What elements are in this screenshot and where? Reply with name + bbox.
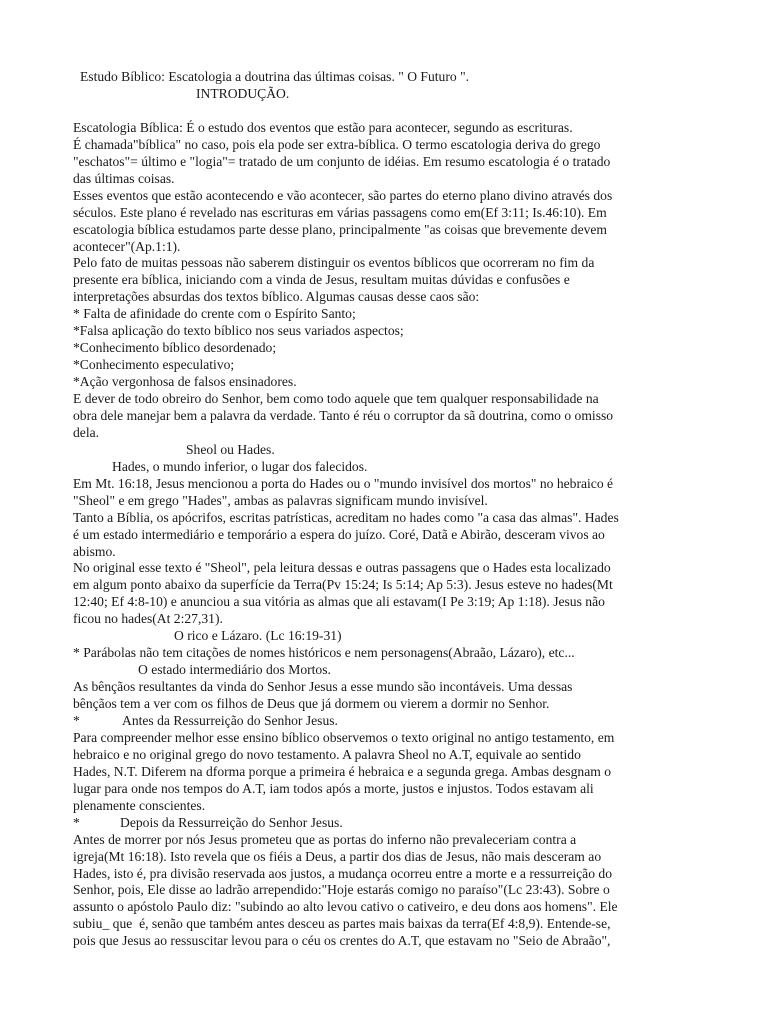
paragraph-line: E dever de todo obreiro do Senhor, bem como todo aquele que tem qualquer responsabilidade na (73, 391, 599, 406)
paragraph-line: "Sheol" e em grego "Hades", ambas as palavras significam mundo invisível. (73, 493, 488, 508)
paragraph-line: 12:40; Ef 4:8-10) e anunciou a sua vitória as almas que ali estavam(I Pe 3:19; Ap 1:18). Jesus não (73, 594, 605, 609)
paragraph-line: é um estado intermediário e temporário a espera do juízo. Coré, Datã e Abirão, desceram vivos ao (73, 527, 605, 542)
paragraph-line: igreja(Mt 16:18). Isto revela que os fiéis a Deus, a partir dos dias de Jesus, não mais desceram ao (73, 849, 602, 864)
paragraph-line: No original esse texto é "Sheol", pela leitura dessas e outras passagens que o Hades esta localizado (73, 560, 611, 575)
intro-heading: INTRODUÇÃO. (196, 86, 290, 101)
bullet-item: *Conhecimento especulativo; (73, 357, 235, 372)
paragraph-line: plenamente conscientes. (73, 798, 206, 813)
paragraph-line: dela. (73, 425, 100, 440)
paragraph-line: ficou no hades(At 2:27,31). (73, 611, 223, 626)
paragraph-line: lugar para onde nos tempos do A.T, iam todos após a morte, justos e injustos. Todos estavam ali (73, 781, 594, 796)
paragraph-line: das últimas coisas. (73, 171, 175, 186)
paragraph-line: Antes de morrer por nós Jesus prometeu que as portas do inferno não prevaleceriam contra a (73, 832, 577, 847)
paragraph-line: interpretações absurdas dos textos bíblico. Algumas causas desse caos são: (73, 289, 480, 304)
section-heading-depois: Depois da Ressurreição do Senhor Jesus. (120, 815, 343, 830)
paragraph-line: séculos. Este plano é revelado nas escrituras em várias passagens como em(Ef 3:11; Is.46:10). Em (73, 205, 607, 220)
paragraph-line: Para compreender melhor esse ensino bíblico observemos o texto original no antigo testamento, em (73, 730, 615, 745)
section-heading-antes: Antes da Ressurreição do Senhor Jesus. (122, 713, 338, 728)
bullet-item: *Conhecimento bíblico desordenado; (73, 340, 277, 355)
paragraph-line: acontecer"(Ap.1:1). (73, 239, 181, 254)
paragraph-line: Hades, N.T. Diferem na dforma porque a primeira é hebraica e a segunda grega. Ambas desgnam o (73, 764, 611, 779)
bullet-star: * (73, 713, 80, 728)
paragraph-line: em algum ponto abaixo da superfície da Terra(Pv 15:24; Is 5:14; Ap 5:3). Jesus esteve no hades(Mt (73, 577, 613, 592)
bullet-item: * Falta de afinidade do crente com o Espírito Santo; (73, 306, 356, 321)
paragraph-line: escatologia bíblica estudamos parte desse plano, principalmente "as coisas que brevemente devem (73, 222, 608, 237)
paragraph-line: subiu_ que é, senão que também antes desceu as partes mais baixas da terra(Ef 4:8,9). Entende-se, (73, 916, 611, 931)
paragraph-line: Tanto a Bíblia, os apócrifos, escritas patrísticas, acreditam no hades como "a casa das almas". Hades (73, 510, 619, 525)
section-heading-estado: O estado intermediário dos Mortos. (138, 662, 331, 677)
paragraph-line: bênçãos tem a ver com os filhos de Deus que já dormem ou vierem a dormir no Senhor. (73, 696, 550, 711)
paragraph-line: obra dele manejar bem a palavra da verdade. Tanto é réu o corruptor da sã doutrina, como o omisso (73, 408, 614, 423)
bullet-item: * Parábolas não tem citações de nomes históricos e nem personagens(Abraão, Lázaro), etc... (73, 645, 575, 660)
bullet-item: *Ação vergonhosa de falsos ensinadores. (73, 374, 297, 389)
document-title: Estudo Bíblico: Escatologia a doutrina das últimas coisas. " O Futuro ". (80, 69, 470, 84)
paragraph-line: Em Mt. 16:18, Jesus mencionou a porta do Hades ou o "mundo invisível dos mortos" no hebraico é (73, 476, 614, 491)
paragraph-line: As bênçãos resultantes da vinda do Senhor Jesus a esse mundo são incontáveis. Uma dessas (73, 679, 573, 694)
paragraph-line: Senhor, pois, Ele disse ao ladrão arrependido:"Hoje estarás comigo no paraíso"(Lc 23:43). Sobre o (73, 882, 610, 897)
paragraph-line: pois que Jesus ao ressuscitar levou para o céu os crentes do A.T, que estavam no "Seio de Abraão", (73, 933, 611, 948)
bullet-star: * (73, 815, 80, 830)
paragraph-line: Pelo fato de muitas pessoas não saberem distinguir os eventos bíblicos que ocorreram no fim da (73, 255, 595, 270)
section-heading-sheol: Sheol ou Hades. (186, 442, 275, 457)
paragraph-line: abismo. (73, 544, 116, 559)
paragraph-line: assunto o apóstolo Paulo diz: "subindo ao alto levou cativo o cativeiro, e deu dons aos homens". Ele (73, 899, 618, 914)
section-heading-rico: O rico e Lázaro. (Lc 16:19-31) (174, 628, 342, 643)
paragraph-line: É chamada"bíblica" no caso, pois ela pode ser extra-bíblica. O termo escatologia deriva do grego (73, 137, 601, 152)
paragraph-line: "eschatos"= último e "logia"= tratado de um conjunto de idéias. Em resumo escatologia é o tratado (73, 154, 611, 169)
paragraph-line: presente era bíblica, iniciando com a vinda de Jesus, resultam muitas dúvidas e confusões e (73, 272, 570, 287)
paragraph-line: Hades, isto é, pra divisão reservada aos justos, a mudança ocorreu entre a morte e a ressurreição do (73, 866, 613, 881)
section-subheading-hades: Hades, o mundo inferior, o lugar dos falecidos. (112, 459, 368, 474)
paragraph-line: Escatologia Bíblica: É o estudo dos eventos que estão para acontecer, segundo as escrituras. (73, 120, 573, 135)
bullet-item: *Falsa aplicação do texto bíblico nos seus variados aspectos; (73, 323, 404, 338)
paragraph-line: hebraico e no original grego do novo testamento. A palavra Sheol no A.T, equivale ao sentido (73, 747, 581, 762)
paragraph-line: Esses eventos que estão acontecendo e vão acontecer, são partes do eterno plano divino através dos (73, 188, 613, 203)
